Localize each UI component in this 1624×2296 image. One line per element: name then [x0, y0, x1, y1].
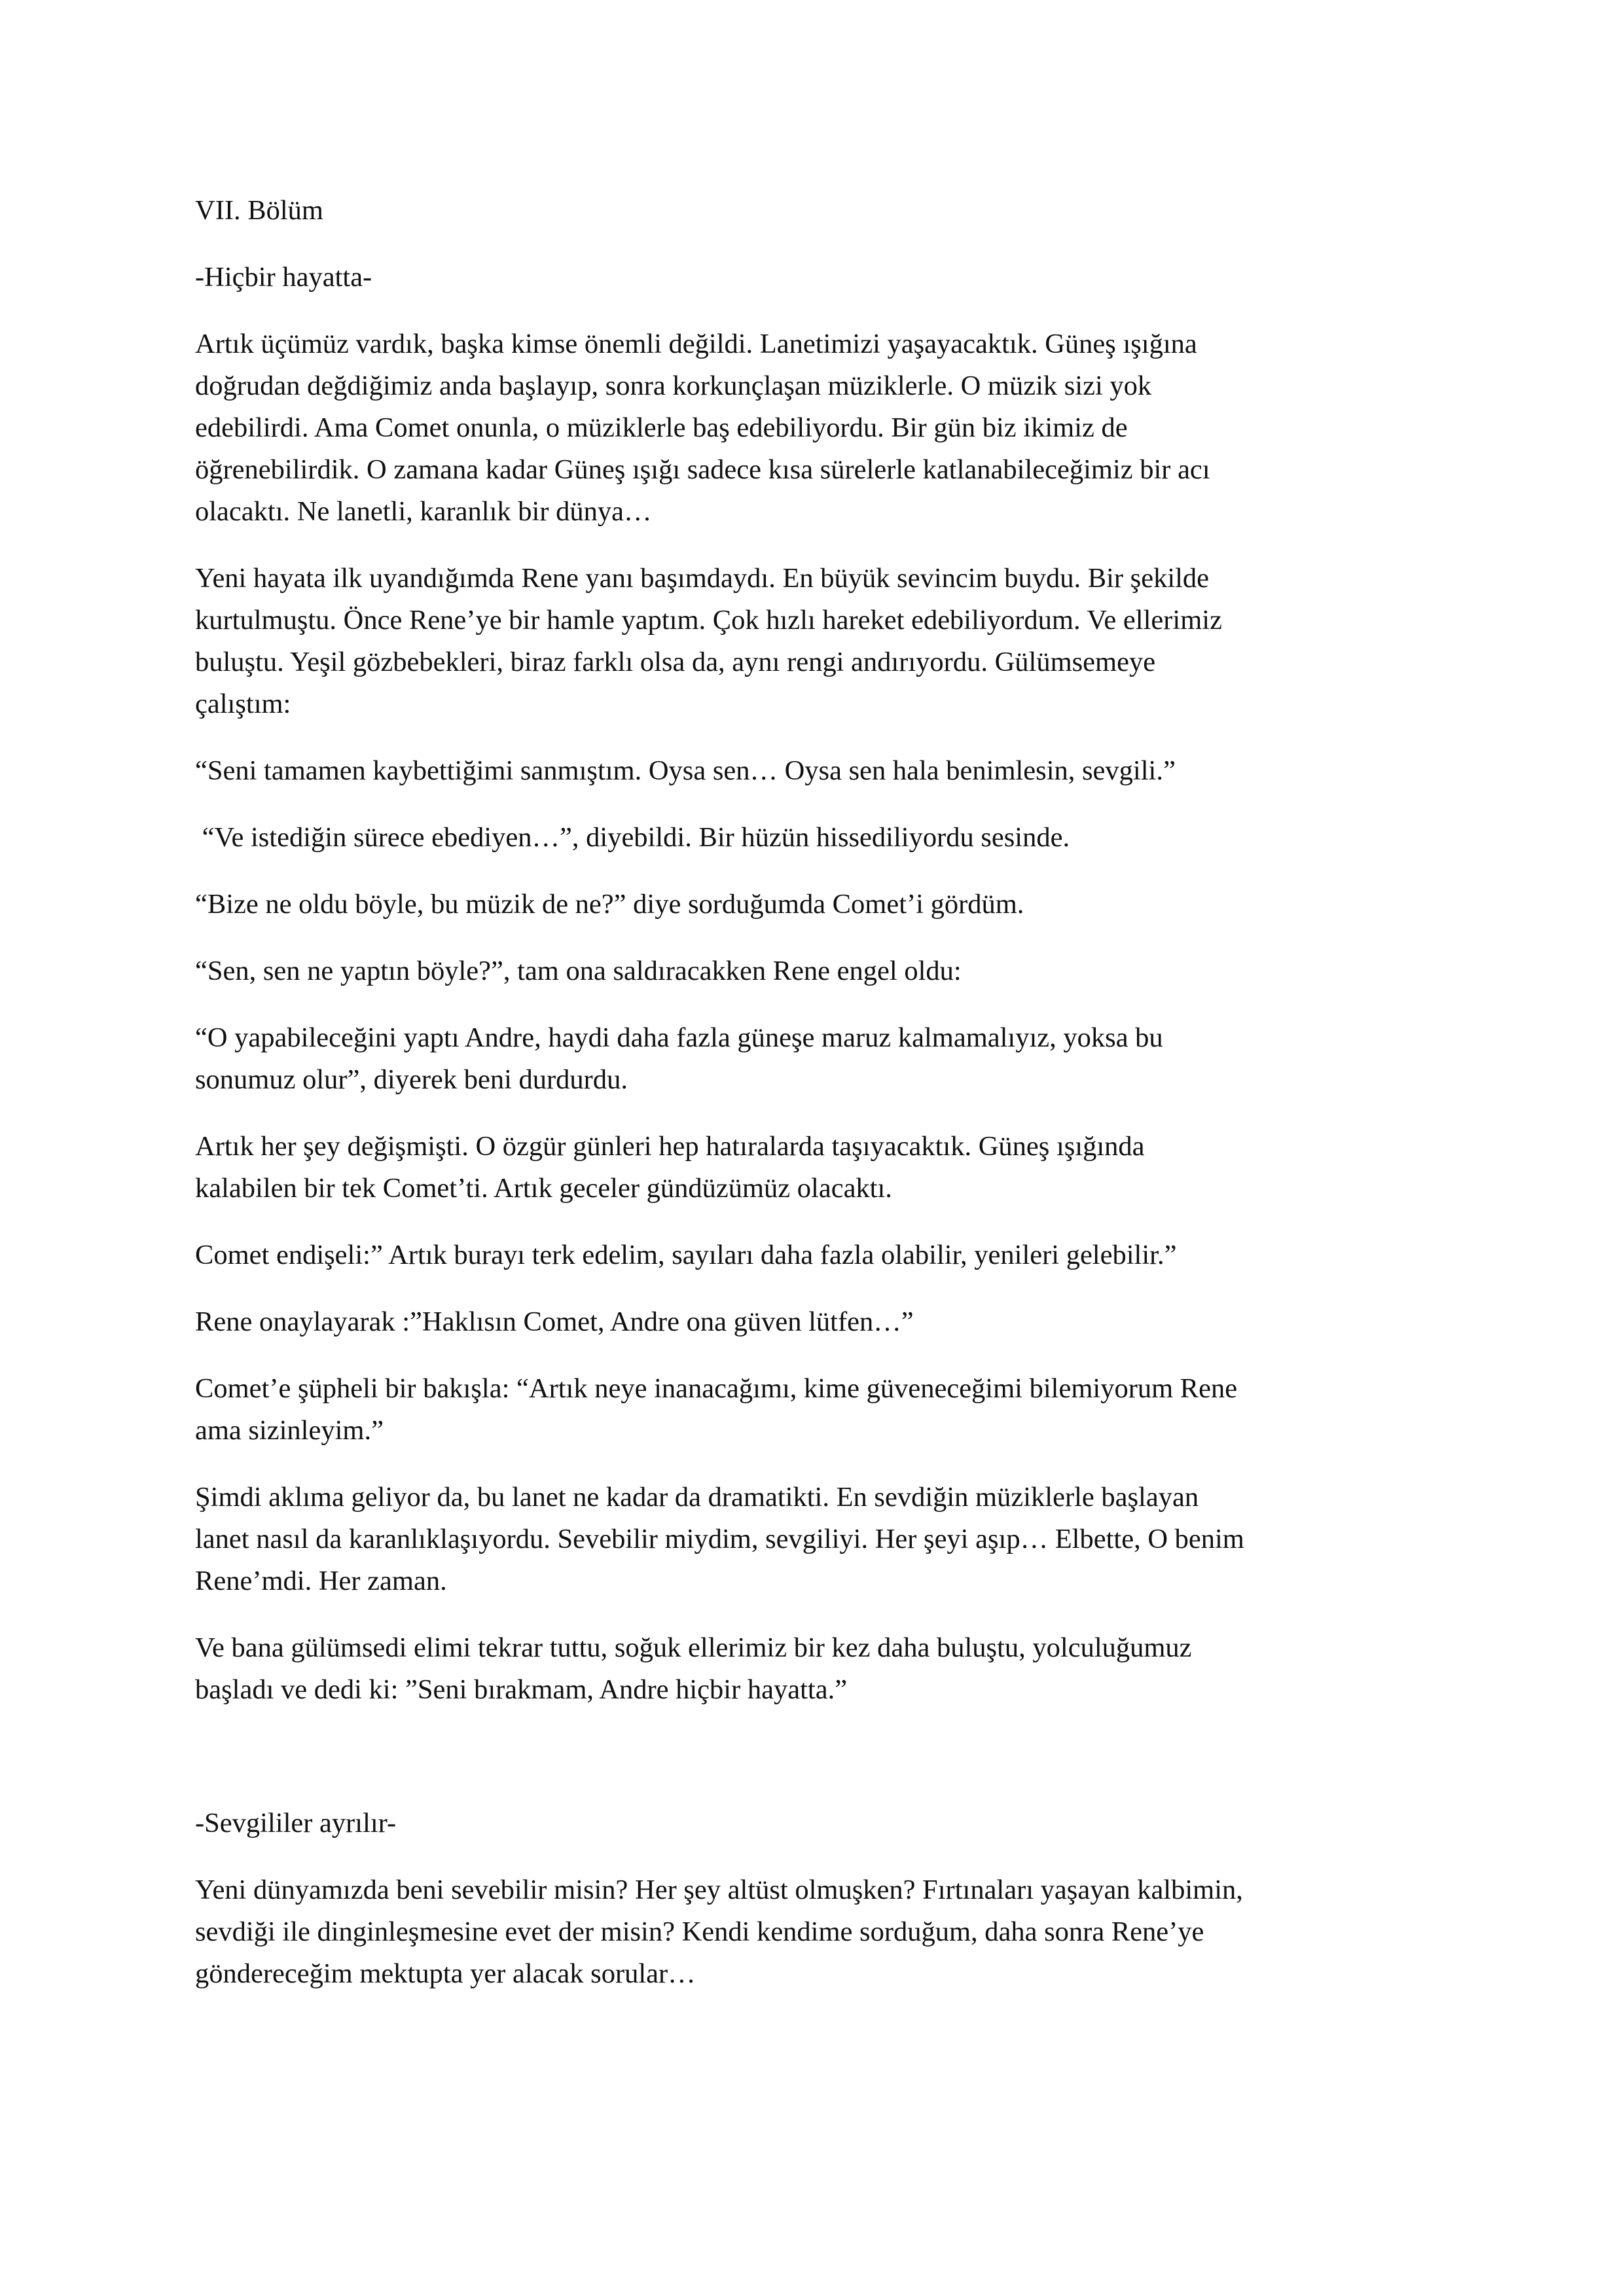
paragraph-12 — [195, 1477, 1471, 1602]
paragraph-line: Artık her şey değişmişti. O özgür günleri hep hatıralarda taşıyacaktık. Güneş ışığında — [195, 1131, 1145, 1162]
paragraph-line: “Bize ne oldu böyle, bu müzik de ne?” diye sorduğumda Comet’i gördüm. — [195, 889, 1024, 920]
chapter-title: VII. Bölüm — [195, 195, 323, 226]
paragraph-line: olacaktı. Ne lanetli, karanlık bir dünya… — [195, 496, 652, 527]
paragraph-line: başladı ve dedi ki: ”Seni bırakmam, Andre hiçbir hayatta.” — [195, 1674, 848, 1705]
section-title-sevgililer-ayrilir: -Sevgililer ayrılır- — [195, 1808, 397, 1839]
paragraph-11 — [195, 1368, 1471, 1452]
paragraph-line: Rene’mdi. Her zaman. — [195, 1566, 447, 1596]
section-spacer — [195, 1736, 1471, 1803]
paragraph-9 — [195, 1234, 1471, 1276]
paragraph-line: ama sizinleyim.” — [195, 1415, 384, 1446]
paragraph-1 — [195, 323, 1471, 533]
paragraph-2 — [195, 558, 1471, 725]
paragraph-line: Comet’e şüpheli bir bakışla: “Artık neye inanacağımı, kime güveneceğimi bilemiyorum Rene — [195, 1373, 1238, 1404]
paragraph-13 — [195, 1627, 1471, 1711]
paragraph-14 — [195, 1869, 1471, 1995]
section-title-hicbir-hayatta: -Hiçbir hayatta- — [195, 262, 372, 293]
paragraph-line: lanet nasıl da karanlıklaşıyordu. Sevebilir miydim, sevgiliyi. Her şeyi aşıp… Elbette, O benim — [195, 1524, 1244, 1554]
paragraph-line: Yeni dünyamızda beni sevebilir misin? Her şey altüst olmuşken? Fırtınaları yaşayan kalbimin, — [195, 1874, 1243, 1905]
paragraph-line: Rene onaylayarak :”Haklısın Comet, Andre ona güven lütfen…” — [195, 1306, 914, 1337]
paragraph-10 — [195, 1301, 1471, 1343]
paragraph-line: Ve bana gülümsedi elimi tekrar tuttu, soğuk ellerimiz bir kez daha buluştu, yolculuğumuz — [195, 1632, 1192, 1663]
paragraph-line: sonumuz olur”, diyerek beni durdurdu. — [195, 1064, 628, 1095]
paragraph-line: buluştu. Yeşil gözbebekleri, biraz farklı olsa da, aynı rengi andırıyordu. Gülümsemeye — [195, 647, 1156, 677]
paragraph-line: kalabilen bir tek Comet’ti. Artık geceler gündüzümüz olacaktı. — [195, 1173, 892, 1204]
paragraph-line: “O yapabileceğini yaptı Andre, haydi daha fazla güneşe maruz kalmamalıyız, yoksa bu — [195, 1022, 1163, 1053]
paragraph-3 — [195, 750, 1471, 792]
paragraph-line: “Seni tamamen kaybettiğimi sanmıştım. Oysa sen… Oysa sen hala benimlesin, sevgili.” — [195, 755, 1176, 786]
paragraph-line: “Ve istediğin sürece ebediyen…”, diyebildi. Bir hüzün hissediliyordu sesinde. — [195, 822, 1070, 853]
paragraph-line: “Sen, sen ne yaptın böyle?”, tam ona saldıracakken Rene engel oldu: — [195, 956, 962, 986]
document-body — [195, 190, 1471, 2020]
paragraph-line: çalıştım: — [195, 689, 291, 719]
paragraph-line: Yeni hayata ilk uyandığımda Rene yanı başımdaydı. En büyük sevincim buydu. Bir şekilde — [195, 563, 1210, 594]
paragraph-6 — [195, 950, 1471, 992]
paragraph-8 — [195, 1126, 1471, 1210]
paragraph-line: kurtulmuştu. Önce Rene’ye bir hamle yaptım. Çok hızlı hareket edebiliyordum. Ve ellerimiz — [195, 605, 1222, 636]
paragraph-line: göndereceğim mektupta yer alacak sorular… — [195, 1958, 696, 1989]
paragraph-4 — [195, 817, 1471, 859]
paragraph-line: doğrudan değdiğimiz anda başlayıp, sonra korkunçlaşan müziklerle. O müzik sizi yok — [195, 370, 1152, 401]
paragraph-line: sevdiği ile dinginleşmesine evet der misin? Kendi kendime sorduğum, daha sonra Rene’ye — [195, 1916, 1204, 1947]
paragraph-line: Comet endişeli:” Artık burayı terk edelim, sayıları daha fazla olabilir, yenileri gelebilir.” — [195, 1240, 1177, 1270]
paragraph-line: Artık üçümüz vardık, başka kimse önemli değildi. Lanetimizi yaşayacaktık. Güneş ışığına — [195, 329, 1197, 359]
paragraph-5 — [195, 884, 1471, 925]
paragraph-line: öğrenebilirdik. O zamana kadar Güneş ışığı sadece kısa sürelerle katlanabileceğimiz bir acı — [195, 454, 1210, 485]
paragraph-line: edebilirdi. Ama Comet onunla, o müziklerle baş edebiliyordu. Bir gün biz ikimiz de — [195, 412, 1128, 443]
paragraph-7 — [195, 1017, 1471, 1101]
paragraph-line: Şimdi aklıma geliyor da, bu lanet ne kadar da dramatikti. En sevdiğin müziklerle başlayan — [195, 1482, 1199, 1513]
